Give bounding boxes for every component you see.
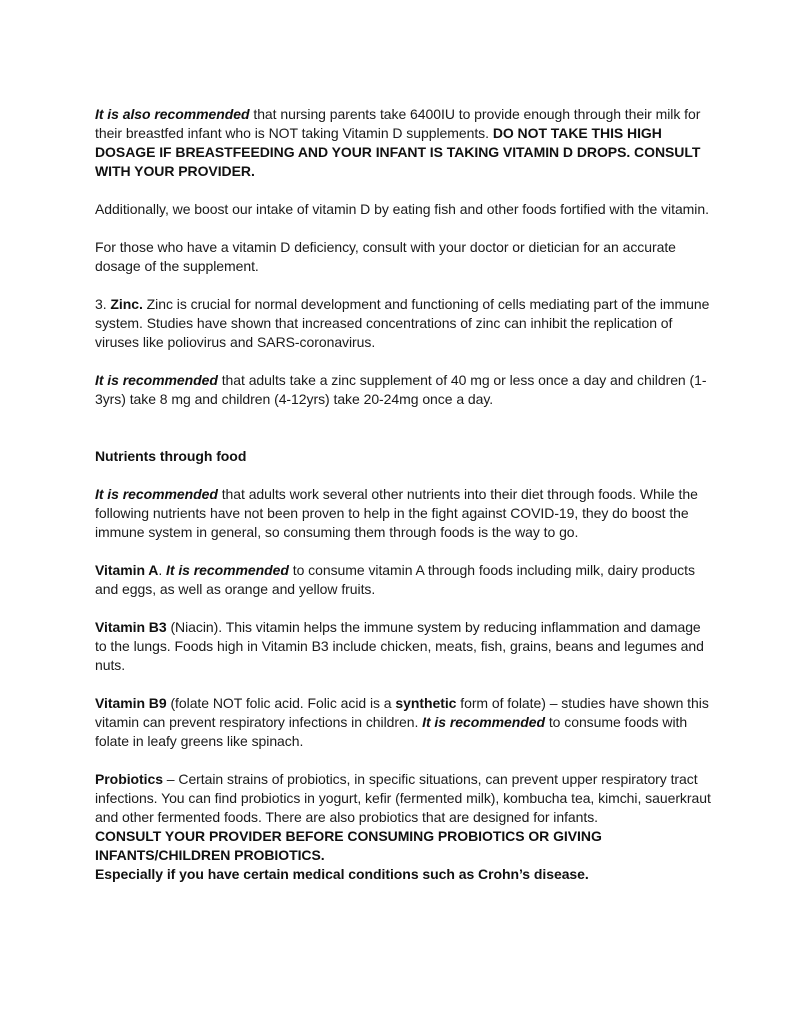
body-text: form of folate) – studies have shown this vitamin can prevent respiratory infections in children. bbox=[95, 695, 709, 730]
paragraph-vitamin-d-deficiency bbox=[95, 238, 715, 276]
spacer bbox=[95, 219, 715, 238]
paragraph-zinc bbox=[95, 295, 715, 352]
body-text: (folate NOT folic acid. Folic acid is a bbox=[166, 695, 396, 711]
item-heading: Vitamin B9 bbox=[95, 695, 167, 711]
warning-text: DO NOT TAKE THIS HIGH DOSAGE IF BREASTFEEDING AND YOUR INFANT IS TAKING VITAMIN D DROPS. CONSULT WITH YOUR PROVIDER. bbox=[95, 125, 701, 179]
spacer bbox=[95, 276, 715, 295]
body-text: Additionally, we boost our intake of vitamin D by eating fish and other foods fortified with the vitamin. bbox=[95, 201, 709, 217]
item-heading: Vitamin B3 bbox=[95, 619, 167, 635]
emphasis-lead: It is also recommended bbox=[95, 106, 250, 122]
body-text: – Certain strains of probiotics, in specific situations, can prevent upper respiratory tract infections. You can find probiotics in yogurt, kefir (fermented milk), kombucha tea, kimchi, sauerkraut and other fermented foods. There are also probiotics that are designed for infants. bbox=[95, 771, 711, 825]
separator-text: . bbox=[158, 562, 167, 578]
item-heading: Probiotics bbox=[95, 771, 163, 787]
emphasis-lead: It is recommended bbox=[95, 486, 218, 502]
paragraph-zinc-dosage bbox=[95, 371, 715, 409]
body-text: that nursing parents take 6400IU to provide enough through their milk for their breastfed infant who is NOT taking Vitamin D supplements. bbox=[95, 106, 701, 141]
paragraph-nutrients-intro bbox=[95, 485, 715, 542]
spacer bbox=[95, 409, 715, 447]
emphasis-lead: It is recommended bbox=[95, 372, 218, 388]
document-page bbox=[95, 105, 715, 884]
body-text: that adults work several other nutrients into their diet through foods. While the following nutrients have not been proven to help in the fight against COVID-19, they do boost the immune system in general, so consuming them through foods is the way to go. bbox=[95, 486, 698, 540]
paragraph-vitamin-d-foods bbox=[95, 200, 715, 219]
body-text: (Niacin). This vitamin helps the immune system by reducing inflammation and damage to the lungs. Foods high in Vitamin B3 include chicken, meats, fish, grains, beans and legumes and nuts. bbox=[95, 619, 704, 673]
emphasis-lead: It is recommended bbox=[422, 714, 545, 730]
spacer bbox=[95, 466, 715, 485]
paragraph-probiotics bbox=[95, 770, 715, 884]
spacer bbox=[95, 181, 715, 200]
item-heading: Zinc. bbox=[110, 296, 143, 312]
paragraph-vitamin-a bbox=[95, 561, 715, 599]
body-text: to consume foods with folate in leafy greens like spinach. bbox=[95, 714, 688, 749]
warning-text: CONSULT YOUR PROVIDER BEFORE CONSUMING PROBIOTICS OR GIVING INFANTS/CHILDREN PROBIOTICS. bbox=[95, 828, 602, 863]
spacer bbox=[95, 675, 715, 694]
spacer bbox=[95, 352, 715, 371]
body-text: to consume vitamin A through foods including milk, dairy products and eggs, as well as orange and yellow fruits. bbox=[95, 562, 695, 597]
note-text: Especially if you have certain medical conditions such as Crohn’s disease. bbox=[95, 866, 589, 882]
paragraph-nursing-vitamin-d bbox=[95, 105, 715, 181]
emphasis-word: synthetic bbox=[395, 695, 457, 711]
spacer bbox=[95, 542, 715, 561]
spacer bbox=[95, 599, 715, 618]
paragraph-vitamin-b3 bbox=[95, 618, 715, 675]
body-text: For those who have a vitamin D deficiency, consult with your doctor or dietician for an accurate dosage of the supplement. bbox=[95, 239, 676, 274]
section-heading: Nutrients through food bbox=[95, 448, 247, 464]
body-text: that adults take a zinc supplement of 40 mg or less once a day and children (1-3yrs) take 8 mg and children (4-12yrs) take 20-24mg once a day. bbox=[95, 372, 707, 407]
body-text: Zinc is crucial for normal development and functioning of cells mediating part of the immune system. Studies have shown that increased concentrations of zinc can inhibit the replication of viruses like poliovirus and SARS-coronavirus. bbox=[95, 296, 710, 350]
list-number: 3. bbox=[95, 296, 111, 312]
spacer bbox=[95, 751, 715, 770]
item-heading: Vitamin A bbox=[95, 562, 159, 578]
paragraph-vitamin-b9 bbox=[95, 694, 715, 751]
emphasis-lead: It is recommended bbox=[166, 562, 289, 578]
